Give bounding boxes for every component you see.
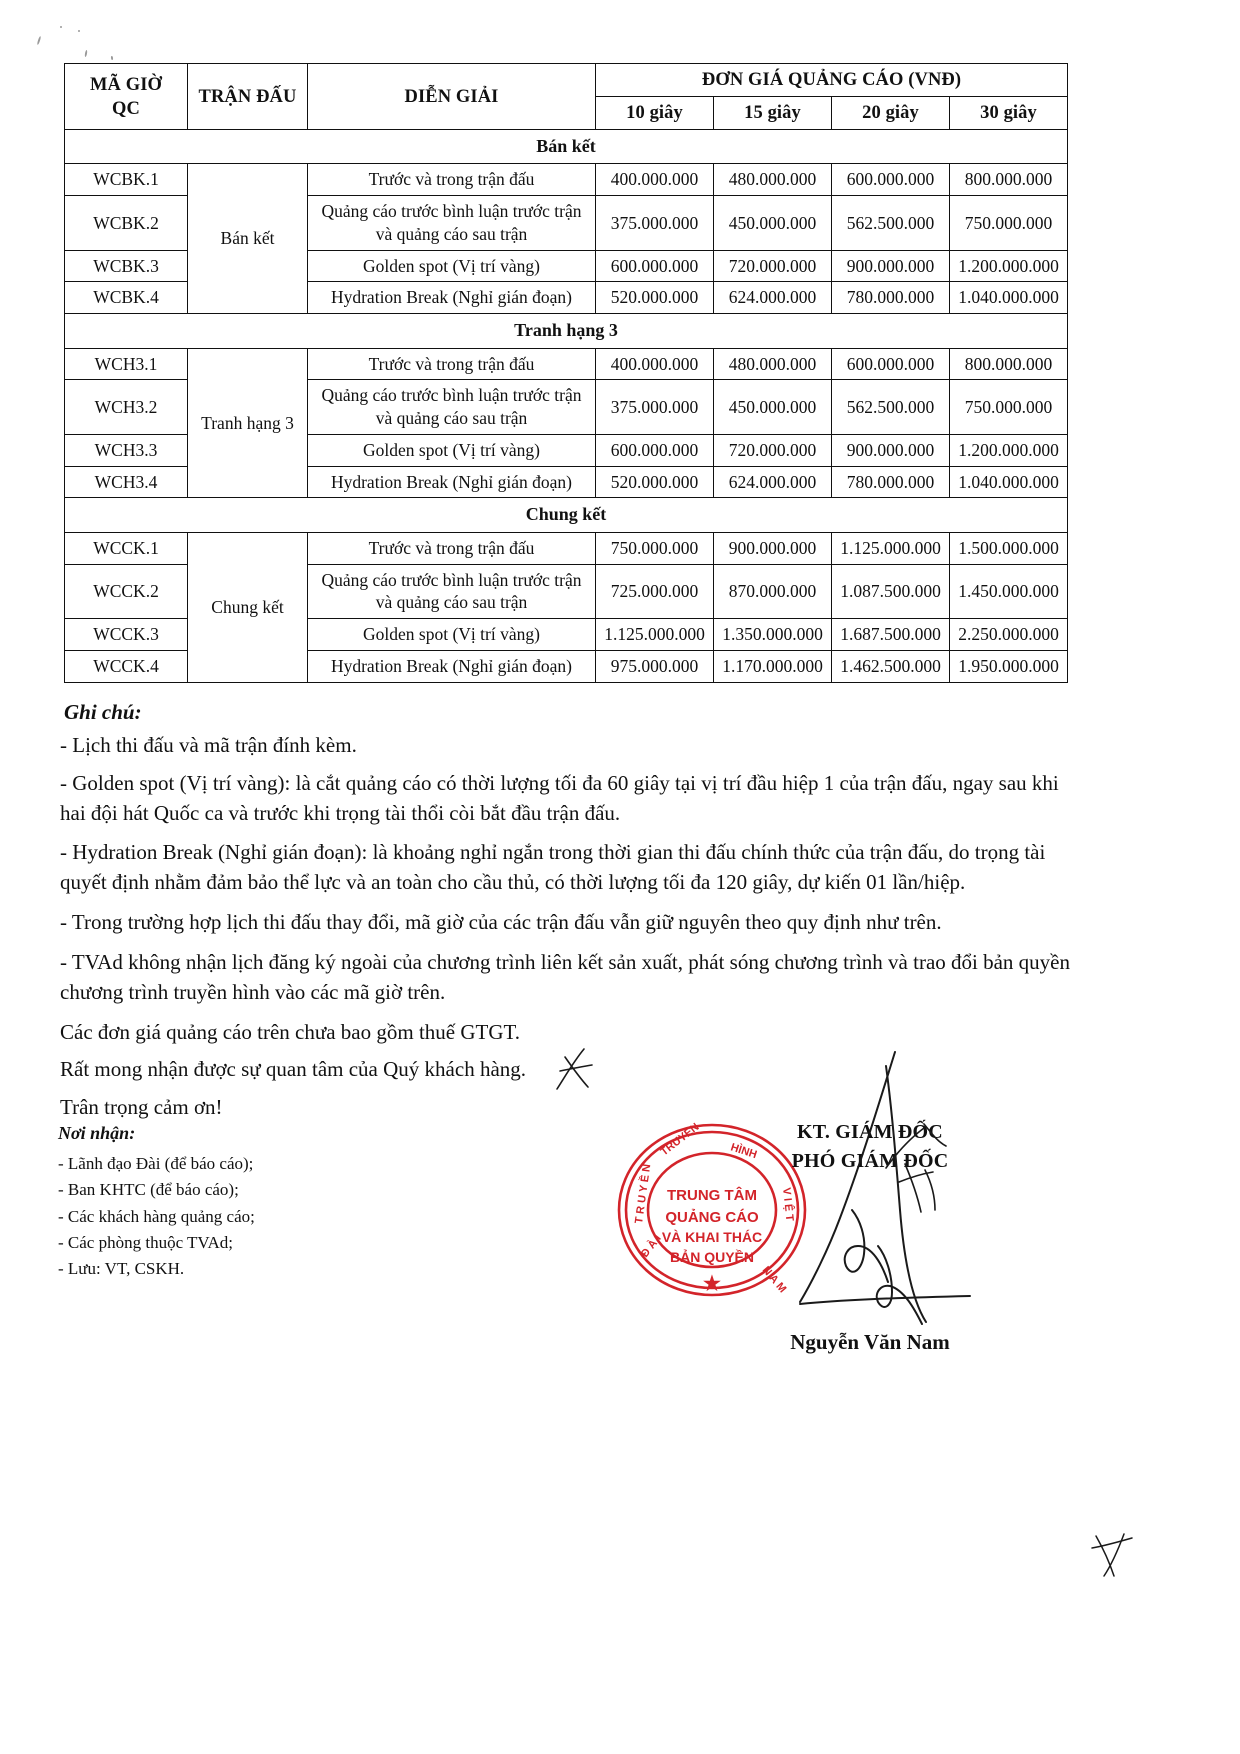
scan-artifact	[37, 36, 42, 45]
signature-title-block	[690, 1118, 1050, 1176]
cell-price-30s: 1.950.000.000	[950, 650, 1068, 682]
scan-artifact	[111, 56, 114, 60]
signature-title-line1: KT. GIÁM ĐỐC	[797, 1121, 943, 1143]
cell-price-10s: 725.000.000	[596, 564, 714, 619]
handwritten-corner-mark-icon	[1090, 1530, 1140, 1580]
table-row	[65, 348, 1068, 380]
cell-price-20s: 1.125.000.000	[832, 532, 950, 564]
recipient-item: - Các khách hàng quảng cáo;	[58, 1206, 255, 1226]
cell-price-10s: 375.000.000	[596, 380, 714, 435]
table-row	[65, 164, 1068, 196]
header-duration-15s: 15 giây	[714, 97, 832, 130]
cell-price-10s: 520.000.000	[596, 466, 714, 498]
cell-code: WCCK.1	[65, 532, 188, 564]
cell-price-10s: 975.000.000	[596, 650, 714, 682]
cell-price-10s: 1.125.000.000	[596, 619, 714, 651]
cell-price-10s: 750.000.000	[596, 532, 714, 564]
cell-price-10s: 600.000.000	[596, 434, 714, 466]
cell-desc: Golden spot (Vị trí vàng)	[308, 619, 596, 651]
cell-code: WCH3.1	[65, 348, 188, 380]
note-item: - Hydration Break (Nghỉ gián đoạn): là khoảng nghỉ ngắn trong thời gian thi đấu chính thức của trận đấu, do trọng tài quyết định nhằm đảm bảo thể lực và an toàn cho cầu thủ, có thời lượng tối đa 120 giây, dự kiến 01 lần/hiệp.	[60, 840, 1046, 895]
cell-price-15s: 720.000.000	[714, 250, 832, 282]
svg-text:Đ À I: Đ À I	[638, 1232, 664, 1260]
svg-text:VÀ KHAI THÁC: VÀ KHAI THÁC	[661, 1229, 763, 1245]
cell-desc: Quảng cáo trước bình luận trước trận và quảng cáo sau trận	[308, 196, 596, 251]
cell-desc: Golden spot (Vị trí vàng)	[308, 434, 596, 466]
cell-price-20s: 1.687.500.000	[832, 619, 950, 651]
table-head	[65, 64, 1068, 130]
note-item: - Golden spot (Vị trí vàng): là cắt quảng cáo có thời lượng tối đa 60 giây tại vị trí đầu hiệp 1 của trận đấu, ngay sau khi hai đội hát Quốc ca và trước khi trọng tài thổi còi bắt đầu trận đấu.	[60, 770, 1059, 825]
cell-price-10s: 600.000.000	[596, 250, 714, 282]
svg-text:HÌNH: HÌNH	[729, 1141, 759, 1162]
note-item: - TVAd không nhận lịch đăng ký ngoài của chương trình liên kết sản xuất, phát sóng chương trình và trao đổi bản quyền chương trình truyền hình vào các mã giờ trên.	[60, 949, 1070, 1004]
cell-price-15s: 720.000.000	[714, 434, 832, 466]
cell-price-30s: 1.040.000.000	[950, 466, 1068, 498]
cell-match: Tranh hạng 3	[188, 348, 308, 498]
svg-text:T R U Y Ề N: T R U Y Ề N	[633, 1163, 654, 1225]
note-closing-thanks: Rất mong nhận được sự quan tâm của Quý khách hàng.	[60, 1057, 527, 1082]
cell-code: WCH3.2	[65, 380, 188, 435]
cell-desc: Hydration Break (Nghỉ gián đoạn)	[308, 466, 596, 498]
cell-price-20s: 600.000.000	[832, 348, 950, 380]
svg-text:TRUYỀN: TRUYỀN	[658, 1121, 702, 1159]
cell-price-15s: 480.000.000	[714, 348, 832, 380]
svg-text:TRUNG TÂM: TRUNG TÂM	[667, 1187, 757, 1204]
cell-price-30s: 800.000.000	[950, 164, 1068, 196]
cell-code: WCBK.1	[65, 164, 188, 196]
cell-price-15s: 450.000.000	[714, 380, 832, 435]
header-price-group: ĐƠN GIÁ QUẢNG CÁO (VNĐ)	[596, 64, 1068, 97]
svg-text:BẢN QUYỀN: BẢN QUYỀN	[669, 1249, 755, 1265]
cell-price-30s: 1.450.000.000	[950, 564, 1068, 619]
cell-code: WCH3.4	[65, 466, 188, 498]
cell-price-10s: 400.000.000	[596, 164, 714, 196]
cell-price-30s: 1.200.000.000	[950, 434, 1068, 466]
signature-title-line2: PHÓ GIÁM ĐỐC	[791, 1150, 949, 1172]
header-duration-10s: 10 giây	[596, 97, 714, 130]
signer-name: Nguyễn Văn Nam	[790, 1330, 950, 1354]
cell-price-15s: 1.350.000.000	[714, 619, 832, 651]
cell-price-15s: 870.000.000	[714, 564, 832, 619]
recipient-item: - Các phòng thuộc TVAd;	[58, 1233, 234, 1253]
svg-text:QUẢNG CÁO: QUẢNG CÁO	[665, 1209, 759, 1226]
section-header-row	[65, 498, 1068, 532]
cell-code: WCBK.3	[65, 250, 188, 282]
cell-code: WCCK.2	[65, 564, 188, 619]
notes-section	[60, 700, 1070, 1131]
header-match: TRẬN ĐẤU	[188, 64, 308, 130]
scan-artifact	[78, 30, 80, 32]
scan-artifact	[60, 26, 62, 28]
table-body	[65, 130, 1068, 682]
cell-price-20s: 900.000.000	[832, 434, 950, 466]
cell-code: WCCK.4	[65, 650, 188, 682]
cell-desc: Trước và trong trận đấu	[308, 348, 596, 380]
cell-price-20s: 1.087.500.000	[832, 564, 950, 619]
recipients-section	[58, 1123, 478, 1283]
section-header-row	[65, 130, 1068, 164]
header-duration-20s: 20 giây	[832, 97, 950, 130]
cell-price-20s: 600.000.000	[832, 164, 950, 196]
cell-match: Bán kết	[188, 164, 308, 314]
cell-desc: Quảng cáo trước bình luận trước trận và quảng cáo sau trận	[308, 380, 596, 435]
header-row-1	[65, 64, 1068, 97]
cell-code: WCBK.4	[65, 282, 188, 314]
cell-code: WCCK.3	[65, 619, 188, 651]
recipient-item: - Lưu: VT, CSKH.	[58, 1259, 185, 1279]
section-title: Bán kết	[65, 130, 1068, 164]
cell-price-30s: 1.040.000.000	[950, 282, 1068, 314]
cell-price-30s: 800.000.000	[950, 348, 1068, 380]
cell-price-30s: 1.500.000.000	[950, 532, 1068, 564]
cell-desc: Golden spot (Vị trí vàng)	[308, 250, 596, 282]
cell-price-15s: 480.000.000	[714, 164, 832, 196]
note-item: - Trong trường hợp lịch thi đấu thay đổi, mã giờ của các trận đấu vẫn giữ nguyên theo quy định như trên.	[60, 910, 942, 935]
section-title: Chung kết	[65, 498, 1068, 532]
header-duration-30s: 30 giây	[950, 97, 1068, 130]
cell-price-15s: 900.000.000	[714, 532, 832, 564]
cell-code: WCBK.2	[65, 196, 188, 251]
section-header-row	[65, 314, 1068, 348]
svg-text:★: ★	[703, 1273, 721, 1295]
cell-desc: Hydration Break (Nghỉ gián đoạn)	[308, 650, 596, 682]
cell-price-20s: 780.000.000	[832, 282, 950, 314]
cell-desc: Quảng cáo trước bình luận trước trận và quảng cáo sau trận	[308, 564, 596, 619]
cell-price-20s: 780.000.000	[832, 466, 950, 498]
header-code	[65, 64, 188, 130]
cell-price-20s: 562.500.000	[832, 380, 950, 435]
header-code-line2: QC	[112, 98, 140, 119]
notes-title: Ghi chú:	[64, 700, 142, 724]
table-row	[65, 532, 1068, 564]
cell-code: WCH3.3	[65, 434, 188, 466]
recipients-title: Nơi nhận:	[58, 1123, 136, 1143]
note-closing-tax: Các đơn giá quảng cáo trên chưa bao gồm thuế GTGT.	[60, 1019, 521, 1044]
cell-desc: Hydration Break (Nghỉ gián đoạn)	[308, 282, 596, 314]
cell-match: Chung kết	[188, 532, 308, 682]
header-desc: DIỄN GIẢI	[308, 64, 596, 130]
cell-price-15s: 450.000.000	[714, 196, 832, 251]
cell-price-20s: 562.500.000	[832, 196, 950, 251]
svg-text:V I Ệ T: V I Ệ T	[780, 1187, 796, 1222]
cell-price-10s: 400.000.000	[596, 348, 714, 380]
note-item: - Lịch thi đấu và mã trận đính kèm.	[60, 733, 357, 757]
section-title: Tranh hạng 3	[65, 314, 1068, 348]
cell-price-30s: 750.000.000	[950, 196, 1068, 251]
cell-desc: Trước và trong trận đấu	[308, 532, 596, 564]
cell-price-15s: 1.170.000.000	[714, 650, 832, 682]
cell-price-15s: 624.000.000	[714, 466, 832, 498]
cell-price-30s: 2.250.000.000	[950, 619, 1068, 651]
rate-table	[64, 63, 1068, 683]
cell-price-30s: 1.200.000.000	[950, 250, 1068, 282]
note-closing-regards: Trân trọng cảm ơn!	[60, 1095, 223, 1120]
cell-price-10s: 375.000.000	[596, 196, 714, 251]
cell-price-10s: 520.000.000	[596, 282, 714, 314]
svg-text:N A M: N A M	[759, 1264, 789, 1296]
recipient-item: - Ban KHTC (để báo cáo);	[58, 1180, 239, 1200]
recipient-item: - Lãnh đạo Đài (để báo cáo);	[58, 1154, 254, 1173]
cell-desc: Trước và trong trận đấu	[308, 164, 596, 196]
cell-price-30s: 750.000.000	[950, 380, 1068, 435]
cell-price-20s: 900.000.000	[832, 250, 950, 282]
scan-artifact	[84, 50, 87, 57]
cell-price-20s: 1.462.500.000	[832, 650, 950, 682]
cell-price-15s: 624.000.000	[714, 282, 832, 314]
advertising-rate-table	[64, 63, 1066, 683]
header-code-line1: MÃ GIỜ	[89, 74, 163, 95]
